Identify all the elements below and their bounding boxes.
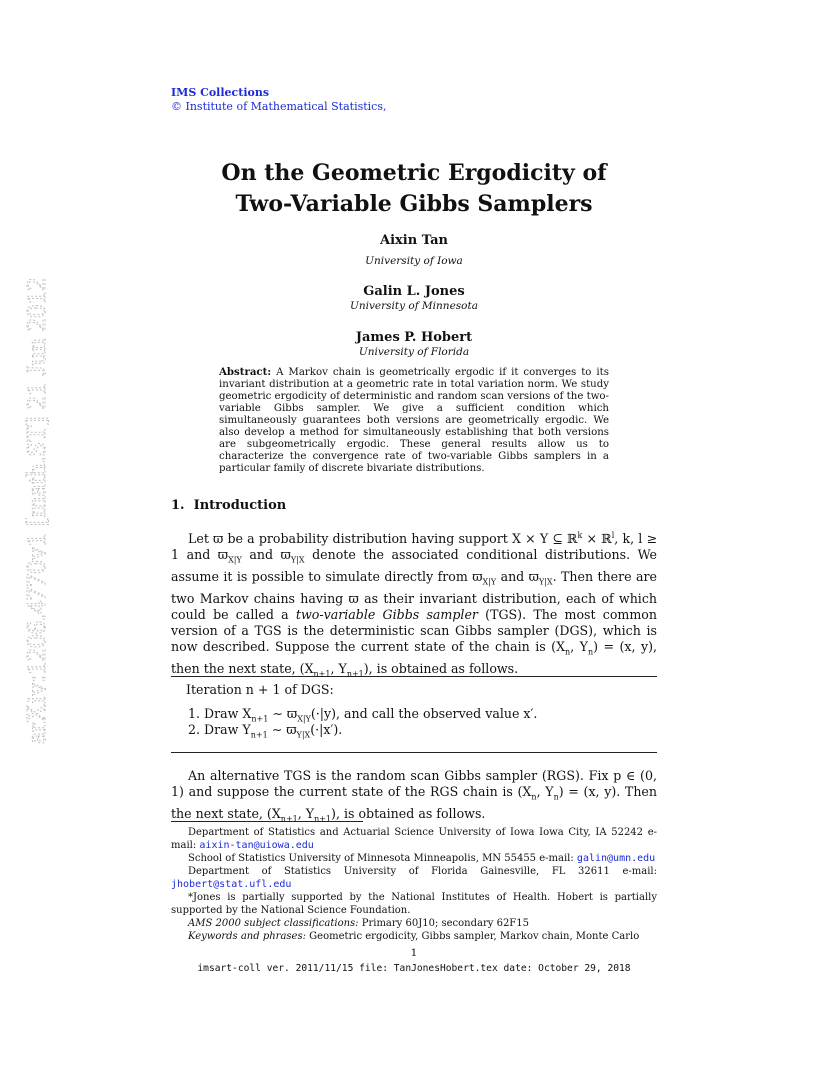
section-number: 1. bbox=[171, 498, 185, 513]
footnotes bbox=[171, 826, 657, 943]
footnote-affiliation-3-email bbox=[171, 878, 657, 891]
author-affiliation-2: University of Minnesota bbox=[350, 300, 478, 312]
algorithm-step-2: 2. Draw $Y_{n+1}$ ∼ $ϖ_{Y|X}(\cdot|x')$. bbox=[188, 722, 343, 740]
title-line-2: Two-Variable Gibbs Samplers bbox=[235, 191, 593, 217]
section-heading bbox=[171, 498, 286, 513]
section-title: Introduction bbox=[193, 498, 287, 513]
author-affiliation-1: University of Iowa bbox=[365, 255, 463, 267]
abstract-text: A Markov chain is geometrically ergodic if it converges to its invariant distribution at a geometric rate in total variation norm. We study geometric ergodicity of deterministic and random scan versions of the two-variable Gibbs sampler. We give a sufficient condition which simultaneously guarantees both versions are geometrically ergodic. We also develop a method for simultaneously establishing that both versions are subgeometrically ergodic. These general results allow us to characterize the convergence rate of two-variable Gibbs samplers in a particular family of discrete bivariate distributions. bbox=[219, 367, 609, 474]
arxiv-stamp-text: arXiv:1206.4770v1 [math.ST] 21 Jun 2012 bbox=[21, 277, 51, 744]
footnote-affiliation-1: Department of Statistics and Actuarial Science University of Iowa Iowa City, IA 52242 e-mail: aixin-tan@uiowa.edu bbox=[171, 827, 657, 851]
footnote-affiliation-3: Department of Statistics University of Florida Gainesville, FL 32611 e-mail: bbox=[188, 866, 657, 877]
email-link-2[interactable]: galin@umn.edu bbox=[576, 853, 656, 864]
paper-title bbox=[0, 158, 828, 220]
algorithm-step-1: 1. Draw $X_{n+1}$ ∼ $ϖ_{X|Y}(\cdot|y)$, and call the observed value x′. bbox=[188, 706, 538, 724]
author-name-3: James P. Hobert bbox=[355, 330, 473, 345]
tgs-term: two-variable Gibbs sampler bbox=[295, 607, 478, 623]
email-link-1[interactable]: aixin-tan@uiowa.edu bbox=[199, 840, 314, 851]
rgs-paragraph: An alternative TGS is the random scan Gibbs sampler (RGS). Fix p ∈ (0, 1) and suppose the current state of the RGS chain is ($X_n$, $Y_n) = (x$, y). Then the next state, ($X_{n+1}$, $Y_{n+1}$), is obtained as follows. bbox=[171, 768, 657, 824]
imsart-footer: imsart-coll ver. 2011/11/15 file: TanJonesHobert.tex date: October 29, 2018 bbox=[197, 963, 631, 974]
title-line-1: On the Geometric Ergodicity of bbox=[221, 160, 607, 186]
footnote-ams-classification: AMS 2000 subject classifications: Primary 60J10; secondary 62F15 bbox=[188, 918, 529, 929]
journal-header bbox=[171, 86, 386, 114]
page-number: 1 bbox=[410, 947, 418, 959]
footnote-affiliation-2: School of Statistics University of Minnesota Minneapolis, MN 55455 e-mail: galin@umn.edu bbox=[188, 853, 656, 864]
author-name-2: Galin L. Jones bbox=[363, 284, 465, 299]
intro-paragraph: Let ϖ be a probability distribution having support X × Y ⊆ ℝ$^k$ × ℝ$^l$, k, l ≥ 1 and $ϖ_{X|Y}$ and $ϖ_{Y|X}$ denote the associated conditional distributions. We assume it is possible to simulate directly from $ϖ_{X|Y}$ and $ϖ_{Y|X}$. Then there are two Markov chains having ϖ as their invariant distribution, each of which could be called a two-variable Gibbs sampler (TGS). The most common version of a TGS is the deterministic scan Gibbs sampler (DGS), which is now described. Suppose the current state of the chain is ($X_n$, $Y_n) = (x$, y), then the next state, ($X_{n+1}$, $Y_{n+1}$), is obtained as follows. bbox=[171, 531, 658, 679]
author-affiliation-3: University of Florida bbox=[358, 346, 470, 358]
algorithm-top-rule bbox=[171, 676, 657, 677]
footnote-funding: *Jones is partially supported by the National Institutes of Health. Hobert is partially supported by the National Science Foundation. bbox=[171, 892, 657, 916]
abstract bbox=[219, 366, 609, 475]
email-link-3[interactable]: jhobert@stat.ufl.edu bbox=[171, 879, 292, 890]
ims-publisher-link[interactable]: © Institute of Mathematical Statistics, bbox=[171, 100, 387, 113]
ims-collections-link[interactable]: IMS Collections bbox=[171, 86, 270, 99]
algorithm-bottom-rule bbox=[171, 752, 657, 753]
algorithm-title: Iteration n + 1 of DGS: bbox=[186, 682, 334, 697]
footnote-rule bbox=[171, 821, 363, 822]
abstract-label: Abstract: bbox=[219, 366, 272, 378]
author-name-1: Aixin Tan bbox=[380, 233, 448, 248]
footnote-keywords: Keywords and phrases: Geometric ergodicity, Gibbs sampler, Markov chain, Monte Carlo bbox=[188, 931, 640, 942]
